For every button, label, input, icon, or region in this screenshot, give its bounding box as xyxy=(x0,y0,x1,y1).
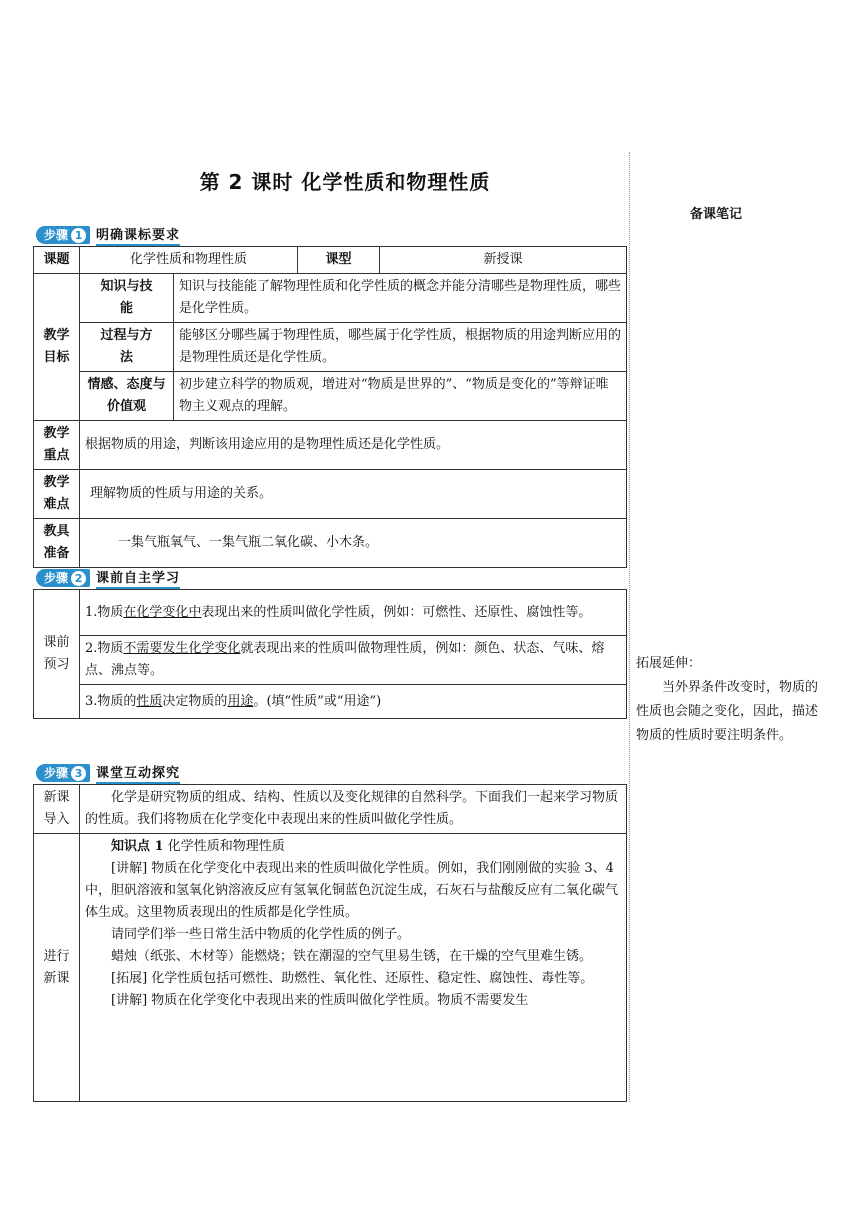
difficult-point-text: 理解物质的性质与用途的关系。 xyxy=(80,470,627,519)
goal-text-knowledge: 知识与技能能了解物理性质和化学性质的概念并能分清哪些是物理性质，哪些是化学性质。 xyxy=(174,274,627,323)
sidebar-text: 当外界条件改变时，物质的性质也会随之变化，因此，描述物质的性质时要注明条件。 xyxy=(636,680,819,743)
topic-value: 化学性质和物理性质 xyxy=(80,247,298,274)
preview-table xyxy=(33,589,627,719)
preview-item-3: 3.物质的性质决定物质的用途。(填“性质”或“用途”) xyxy=(80,685,627,719)
sidebar-heading: 拓展延伸： xyxy=(636,656,702,671)
intro-label: 新课导入 xyxy=(34,785,80,834)
step-number: 2 xyxy=(71,571,86,586)
step-3-header xyxy=(36,763,180,783)
new-lesson-label: 进行新课 xyxy=(34,834,80,1102)
tools-text: 一集气瓶氧气、一集气瓶二氧化碳、小木条。 xyxy=(80,519,627,568)
step-number: 1 xyxy=(71,228,86,243)
type-value: 新授课 xyxy=(380,247,627,274)
goal-text-process: 能够区分哪些属于物理性质，哪些属于化学性质，根据物质的用途判断应用的是物理性质还是化学性质。 xyxy=(174,323,627,372)
step-2-header xyxy=(36,568,180,588)
knowledge-point-number: 知识点 1 xyxy=(111,839,164,854)
difficult-point-label: 教学难点 xyxy=(34,470,80,519)
classroom-table xyxy=(33,784,627,1102)
paragraph: [讲解] 物质在化学变化中表现出来的性质叫做化学性质。物质不需要发生 xyxy=(111,993,529,1008)
step-badge: 步骤 2 xyxy=(36,569,90,587)
page-title: 第 2 课时 化学性质和物理性质 xyxy=(199,170,491,194)
sidebar-note xyxy=(636,652,822,748)
key-point-label: 教学重点 xyxy=(34,421,80,470)
step-badge: 步骤 1 xyxy=(36,226,90,244)
paragraph: [讲解] 物质在化学变化中表现出来的性质叫做化学性质。例如，我们刚刚做的实验 3、4 中，胆矾溶液和氢氧化钠溶液反应有氢氧化铜蓝色沉淀生成，石灰石与盐酸反应有二氧化碳气体生成。这里物质表现出的性质都是化学性质。 xyxy=(85,861,619,920)
key-point-text: 根据物质的用途，判断该用途应用的是物理性质还是化学性质。 xyxy=(80,421,627,470)
step-number: 3 xyxy=(71,766,86,781)
paragraph: 蜡烛（纸张、木材等）能燃烧；铁在潮湿的空气里易生锈，在干燥的空气里难生锈。 xyxy=(111,949,593,964)
paragraph: [拓展] 化学性质包括可燃性、助燃性、氧化性、还原性、稳定性、腐蚀性、毒性等。 xyxy=(111,971,594,986)
lesson-info-table xyxy=(33,246,627,568)
step-title: 明确课标要求 xyxy=(96,224,180,246)
preview-label: 课前预习 xyxy=(34,590,80,719)
step-title: 课前自主学习 xyxy=(96,567,180,589)
paragraph: 请同学们举一些日常生活中物质的化学性质的例子。 xyxy=(111,927,411,942)
tools-label: 教具准备 xyxy=(34,519,80,568)
preview-item-1: 1.物质在化学变化中表现出来的性质叫做化学性质，例如：可燃性、还原性、腐蚀性等。 xyxy=(80,590,627,636)
goals-label: 教学目标 xyxy=(34,274,80,421)
goal-label-process: 过程与方法 xyxy=(80,323,174,372)
knowledge-point-title: 化学性质和物理性质 xyxy=(167,839,285,854)
goal-label-attitude: 情感、态度与价值观 xyxy=(80,372,174,421)
intro-text: 化学是研究物质的组成、结构、性质以及变化规律的自然科学。下面我们一起来学习物质的性质。我们将物质在化学变化中表现出来的性质叫做化学性质。 xyxy=(80,785,627,834)
preview-item-2: 2.物质不需要发生化学变化就表现出来的性质叫做物理性质，例如：颜色、状态、气味、熔点、沸点等。 xyxy=(80,636,627,685)
step-title: 课堂互动探究 xyxy=(96,762,180,784)
new-lesson-content xyxy=(80,834,627,1102)
step-badge: 步骤 3 xyxy=(36,764,90,782)
notes-heading: 备课笔记 xyxy=(690,207,743,222)
topic-label: 课题 xyxy=(34,247,80,274)
type-label: 课型 xyxy=(298,247,380,274)
step-1-header xyxy=(36,225,180,245)
goal-text-attitude: 初步建立科学的物质观，增进对“物质是世界的”、“物质是变化的”等辩证唯物主义观点的理解。 xyxy=(174,372,627,421)
column-divider xyxy=(629,152,630,1102)
goal-label-knowledge: 知识与技能 xyxy=(80,274,174,323)
